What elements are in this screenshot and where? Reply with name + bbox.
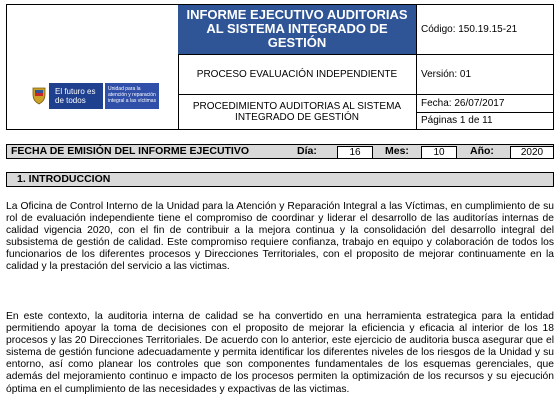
document-date: Fecha: 26/07/2017 — [417, 95, 553, 113]
emission-date-bar — [6, 144, 554, 159]
month-value: 10 — [421, 146, 457, 159]
entity-logo — [31, 83, 155, 109]
procedure-name: PROCEDIMIENTO AUDITORIAS AL SISTEMA INTEGRADO DE GESTIÓN — [178, 95, 417, 129]
year-label: Año: — [470, 145, 494, 157]
paragraph-2: En este contexto, la auditoria interna de calidad se ha convertido en una herramienta estrategica para la entidad permitiendo apoyar la toma de decisiones con el proposito de mejorar la eficiencia y eficacia al interior de los 18 procesos y las 20 Direcciones Territoriales. De acuerdo con lo anterior, este ejercicio de auditoria busca asegurar que el sistema de gestión funcione adecuadamente y permita identificar los diferentes niveles de los riesgos de la Unidad y su entorno, así como planear los controles que son componentes fundamentales de los esquemas gerenciales, que además del mejoramiento continuo e impacto de los procesos permiten la optimización de los recursos y su ejecución óptima en el cumplimiento de las necesidades y expactivas de las victimas. — [6, 311, 554, 395]
paragraph-1: La Oficina de Control Interno de la Unidad para la Atención y Reparación Integral a las Víctimas, en cumplimiento de su rol de evaluación independiente tiene el compromiso de coordinar y liderar el desarrollo de las auditorías internas de calidad vigencia 2020, con el fin de contribuir a la mejora continua y la consolidación del desarrollo integral del subsistema de gestión de calidad. Este compromiso requiere confianza, trabajo en equipo y colaboración de todos los funcionarios de los diferentes procesos y Direcciones Territoriales, con el proposito de mejorar continuamente en la calidad y la prestación del servicio a las victimas. — [6, 201, 554, 273]
day-value: 16 — [337, 146, 373, 159]
section-heading: 1. INTRODUCCION — [6, 172, 554, 187]
document-title: INFORME EJECUTIVO AUDITORIAS AL SISTEMA INTEGRADO DE GESTIÓN — [178, 5, 417, 55]
logo-cell — [7, 5, 179, 129]
logo-slogan: El futuro es de todos — [49, 83, 103, 109]
page-count: Páginas 1 de 11 — [421, 115, 493, 126]
process-name: PROCESO EVALUACIÓN INDEPENDIENTE — [178, 55, 417, 95]
coat-of-arms-icon — [31, 85, 47, 105]
document-code: Código: 150.19.15-21 — [417, 5, 553, 55]
month-label: Mes: — [385, 145, 409, 157]
emission-label: FECHA DE EMISIÓN DEL INFORME EJECUTIVO — [11, 145, 250, 157]
logo-entity-name: Unidad para la atención y reparación integral a las víctimas — [105, 83, 159, 109]
document-version: Versión: 01 — [417, 55, 553, 95]
day-label: Día: — [297, 145, 317, 157]
document-header — [6, 4, 554, 130]
year-value: 2020 — [510, 146, 554, 159]
